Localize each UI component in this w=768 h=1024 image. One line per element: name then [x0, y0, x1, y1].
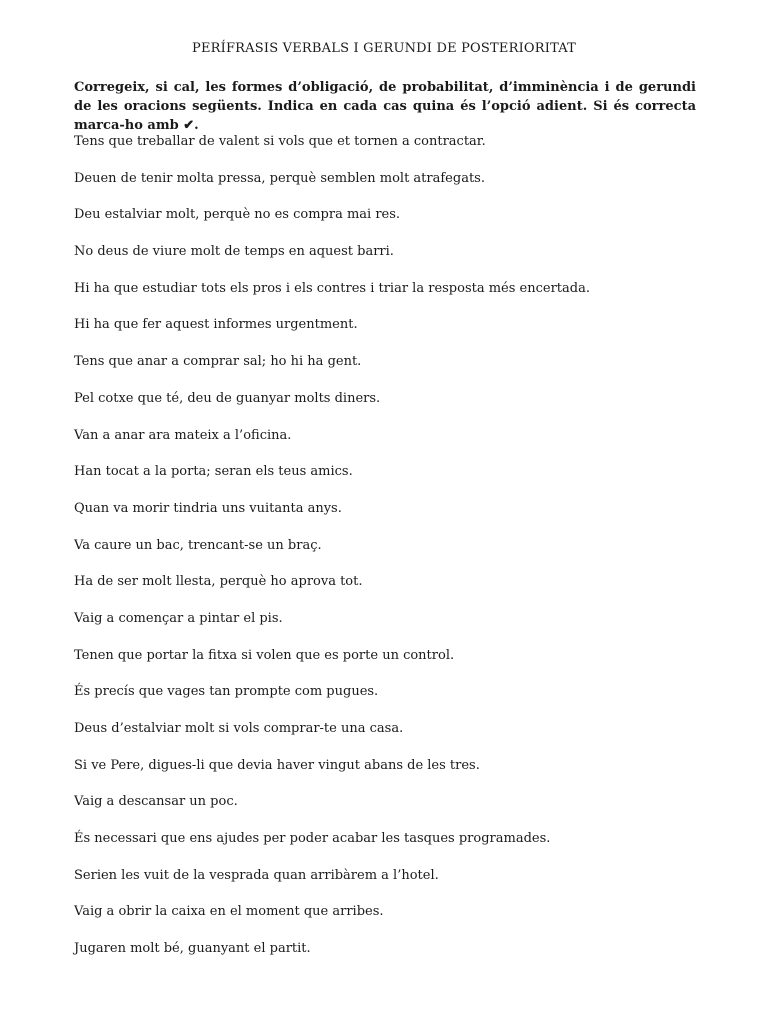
exercise-sentence: Va caure un bac, trencant-se un braç. [74, 537, 322, 553]
exercise-sentence: Vaig a començar a pintar el pis. [74, 610, 283, 626]
exercise-sentence: Vaig a obrir la caixa en el moment que arribes. [74, 904, 384, 920]
exercise-sentence: Serien les vuit de la vesprada quan arribàrem a l’hotel. [74, 867, 439, 883]
exercise-instructions: Corregeix, si cal, les formes d’obligació, de probabilitat, d’imminència i de gerundi de les oracions següents. Indica en cada cas quina és l’opció adient. Si és correcta marca-ho amb ✔. [74, 80, 696, 133]
exercise-sentence: Vaig a descansar un poc. [74, 794, 238, 810]
exercise-sentence: Van a anar ara mateix a l’oficina. [74, 427, 292, 443]
exercise-sentence: Tenen que portar la fitxa si volen que es porte un control. [74, 647, 455, 663]
exercise-sentence: Hi ha que estudiar tots els pros i els contres i triar la resposta més encertada. [74, 280, 590, 296]
exercise-sentence: Pel cotxe que té, deu de guanyar molts diners. [74, 390, 381, 406]
exercise-sentence: Deuen de tenir molta pressa, perquè semblen molt atrafegats. [74, 170, 485, 186]
exercise-sentence: Si ve Pere, digues-li que devia haver vingut abans de les tres. [74, 757, 480, 773]
exercise-sentence: Han tocat a la porta; seran els teus amics. [74, 464, 353, 480]
exercise-sentence: Quan va morir tindria uns vuitanta anys. [74, 500, 342, 516]
exercise-sentence: No deus de viure molt de temps en aquest barri. [74, 244, 394, 260]
sentence-list [74, 133, 714, 977]
exercise-sentence: Hi ha que fer aquest informes urgentment. [74, 317, 358, 333]
exercise-sentence: Jugaren molt bé, guanyant el partit. [74, 941, 311, 957]
exercise-sentence: Deus d’estalviar molt si vols comprar-te una casa. [74, 721, 404, 736]
exercise-sentence: Tens que treballar de valent si vols que et tornen a contractar. [74, 134, 486, 149]
document-title: PERÍFRASIS VERBALS I GERUNDI DE POSTERIORITAT [192, 41, 576, 56]
exercise-sentence: És precís que vages tan prompte com pugues. [74, 684, 379, 700]
exercise-sentence: És necessari que ens ajudes per poder acabar les tasques programades. [74, 831, 551, 847]
exercise-sentence: Ha de ser molt llesta, perquè ho aprova tot. [74, 574, 363, 590]
exercise-sentence: Tens que anar a comprar sal; ho hi ha gent. [74, 354, 362, 370]
exercise-sentence: Deu estalviar molt, perquè no es compra mai res. [74, 207, 401, 223]
